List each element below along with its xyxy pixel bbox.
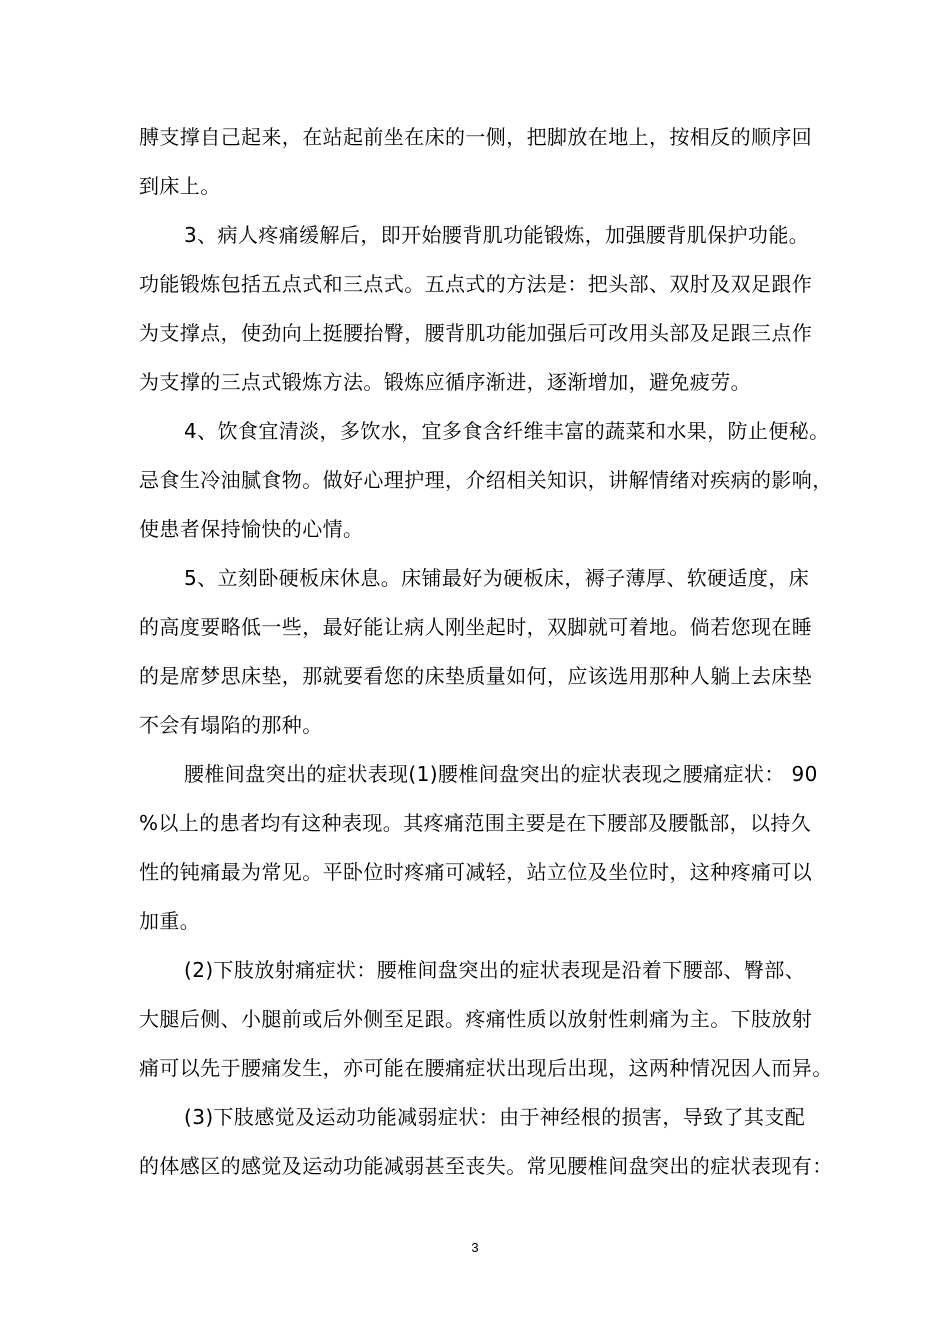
text-line: 的高度要略低一些，最好能让病人刚坐起时，双脚就可着地。倘若您现在睡 xyxy=(139,615,813,639)
paragraph-start-line: (3)下肢感觉及运动功能减弱症状：由于神经根的损害，导致了其支配 xyxy=(184,1105,806,1129)
text-line: 不会有塌陷的那种。 xyxy=(139,713,323,737)
text-line: 到床上。 xyxy=(139,174,221,198)
text-line: 性的钝痛最为常见。平卧位时疼痛可减轻，站立位及坐位时，这种疼痛可以 xyxy=(139,860,813,884)
paragraph-start-line: 3、病人疼痛缓解后，即开始腰背肌功能锻炼，加强腰背肌保护功能。 xyxy=(184,223,810,247)
text-line: 使患者保持愉快的心情。 xyxy=(139,517,364,541)
paragraph-start-line: (2)下肢放射痛症状：腰椎间盘突出的症状表现是沿着下腰部、臀部、 xyxy=(184,958,806,982)
text-line: 痛可以先于腰痛发生，亦可能在腰痛症状出现后出现，这两种情况因人而异。 xyxy=(139,1056,833,1080)
text-line: 加重。 xyxy=(139,909,201,933)
text-line: 功能锻炼包括五点式和三点式。五点式的方法是：把头部、双肘及双足跟作 xyxy=(139,272,813,296)
document-body xyxy=(139,113,833,1191)
text-line: 为支撑点，使劲向上挺腰抬臀，腰背肌功能加强后可改用头部及足跟三点作 xyxy=(139,321,813,345)
paragraph-start-line: 4、饮食宜清淡，多饮水，宜多食含纤维丰富的蔬菜和水果，防止便秘。 xyxy=(184,419,830,443)
text-line: 为支撑的三点式锻炼方法。锻炼应循序渐进，逐渐增加，避免疲劳。 xyxy=(139,370,751,394)
paragraph-start-line: 腰椎间盘突出的症状表现(1)腰椎间盘突出的症状表现之腰痛症状： 90 xyxy=(184,762,818,786)
text-line: 的体感区的感觉及运动功能减弱甚至丧失。常见腰椎间盘突出的症状表现有： xyxy=(139,1154,833,1178)
text-line: 大腿后侧、小腿前或后外侧至足跟。疼痛性质以放射性刺痛为主。下肢放射 xyxy=(139,1007,813,1031)
paragraph-start-line: 5、立刻卧硬板床休息。床铺最好为硬板床，褥子薄厚、软硬适度，床 xyxy=(184,566,810,590)
text-line: 膊支撑自己起来，在站起前坐在床的一侧，把脚放在地上，按相反的顺序回 xyxy=(139,125,813,149)
text-line: 的是席梦思床垫，那就要看您的床垫质量如何，应该选用那种人躺上去床垫 xyxy=(139,664,813,688)
text-line: %以上的患者均有这种表现。其疼痛范围主要是在下腰部及腰骶部，以持久 xyxy=(139,811,812,835)
page-number: 3 xyxy=(471,1240,479,1255)
text-line: 忌食生冷油腻食物。做好心理护理，介绍相关知识，讲解情绪对疾病的影响， xyxy=(139,468,833,492)
